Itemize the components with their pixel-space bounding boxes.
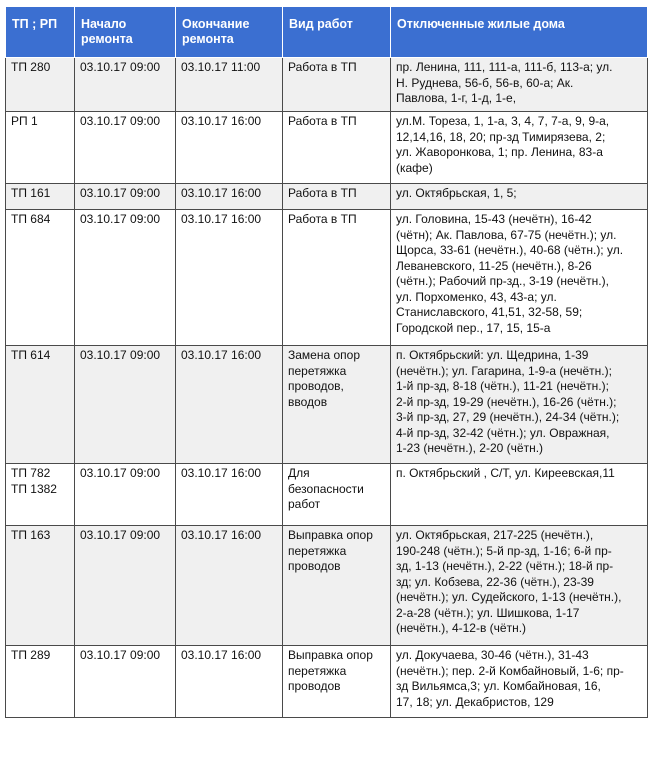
cell-affected-houses: ул. Докучаева, 30-46 (чётн.), 31-43 (нечётн.); пер. 2-й Комбайновый, 1-6; пр- зд Вильямса,3; ул. Комбайновая, 16, 17, 18; ул. Декабристов, 129 xyxy=(391,646,648,718)
cell-affected-houses: пр. Ленина, 111, 111-а, 111-б, 113-а; ул. Н. Руднева, 56-б, 56-в, 60-а; Ак. Павлова, 1-г, 1-д, 1-е, xyxy=(391,58,648,112)
cell-work-type: Замена опор перетяжка проводов, вводов xyxy=(283,346,391,464)
outage-schedule xyxy=(5,6,647,718)
header-work: Вид работ xyxy=(283,7,391,58)
cell-end-time: 03.10.17 16:00 xyxy=(176,184,283,210)
cell-substation: ТП 614 xyxy=(6,346,75,464)
header-end: Окончание ремонта xyxy=(176,7,283,58)
cell-work-type: Работа в ТП xyxy=(283,112,391,184)
table-row xyxy=(6,646,648,718)
cell-affected-houses: ул. Октябрьская, 217-225 (нечётн.), 190-248 (чётн.); 5-й пр-зд, 1-16; 6-й пр- зд, 1-13 (нечётн.), 2-22 (чётн.); 18-й пр- зд; ул. Кобзева, 22-36 (чётн.), 23-39 (нечётн.); ул. Судейского, 1-13 (нечётн.), 2-а-28 (чётн.); ул. Шишкова, 1-17 (нечётн.), 4-12-в (чётн.) xyxy=(391,526,648,646)
cell-work-type: Выправка опор перетяжка проводов xyxy=(283,526,391,646)
cell-work-type: Работа в ТП xyxy=(283,184,391,210)
cell-affected-houses: ул. Головина, 15-43 (нечётн), 16-42 (чётн); Ак. Павлова, 67-75 (нечётн.); ул. Щорса, 33-61 (нечётн.), 40-68 (чётн.); ул. Леваневского, 11-25 (нечётн.), 8-26 (чётн.); Рабочий пр-зд., 3-19 (нечётн.), ул. Порхоменко, 43, 43-а; ул. Станиславского, 41,51, 32-58, 59; Городской пер., 17, 15, 15-а xyxy=(391,210,648,346)
header-start: Начало ремонта xyxy=(75,7,176,58)
cell-substation: РП 1 xyxy=(6,112,75,184)
cell-end-time: 03.10.17 16:00 xyxy=(176,210,283,346)
cell-start-time: 03.10.17 09:00 xyxy=(75,58,176,112)
table-row xyxy=(6,184,648,210)
cell-end-time: 03.10.17 16:00 xyxy=(176,346,283,464)
header-row xyxy=(6,7,648,58)
table-row xyxy=(6,464,648,526)
cell-affected-houses: п. Октябрьский , С/Т, ул. Киреевская,11 xyxy=(391,464,648,526)
header-houses: Отключенные жилые дома xyxy=(391,7,648,58)
table-row xyxy=(6,346,648,464)
outage-table xyxy=(5,6,648,718)
cell-substation: ТП 782 ТП 1382 xyxy=(6,464,75,526)
cell-start-time: 03.10.17 09:00 xyxy=(75,646,176,718)
cell-substation: ТП 163 xyxy=(6,526,75,646)
table-row xyxy=(6,112,648,184)
cell-start-time: 03.10.17 09:00 xyxy=(75,526,176,646)
cell-affected-houses: ул. Октябрьская, 1, 5; xyxy=(391,184,648,210)
cell-work-type: Для безопасности работ xyxy=(283,464,391,526)
cell-start-time: 03.10.17 09:00 xyxy=(75,210,176,346)
cell-start-time: 03.10.17 09:00 xyxy=(75,112,176,184)
cell-start-time: 03.10.17 09:00 xyxy=(75,346,176,464)
table-body xyxy=(6,58,648,718)
cell-substation: ТП 684 xyxy=(6,210,75,346)
cell-end-time: 03.10.17 16:00 xyxy=(176,112,283,184)
cell-end-time: 03.10.17 16:00 xyxy=(176,646,283,718)
cell-start-time: 03.10.17 09:00 xyxy=(75,464,176,526)
cell-affected-houses: ул.М. Тореза, 1, 1-а, 3, 4, 7, 7-а, 9, 9-а, 12,14,16, 18, 20; пр-зд Тимирязева, 2; ул. Жаворонкова, 1; пр. Ленина, 83-а (кафе) xyxy=(391,112,648,184)
cell-work-type: Работа в ТП xyxy=(283,58,391,112)
header-tp: ТП ; РП xyxy=(6,7,75,58)
cell-work-type: Выправка опор перетяжка проводов xyxy=(283,646,391,718)
cell-end-time: 03.10.17 16:00 xyxy=(176,526,283,646)
cell-substation: ТП 289 xyxy=(6,646,75,718)
cell-end-time: 03.10.17 16:00 xyxy=(176,464,283,526)
cell-substation: ТП 161 xyxy=(6,184,75,210)
cell-work-type: Работа в ТП xyxy=(283,210,391,346)
cell-start-time: 03.10.17 09:00 xyxy=(75,184,176,210)
cell-substation: ТП 280 xyxy=(6,58,75,112)
table-row xyxy=(6,526,648,646)
cell-end-time: 03.10.17 11:00 xyxy=(176,58,283,112)
table-row xyxy=(6,58,648,112)
table-header xyxy=(6,7,648,58)
table-row xyxy=(6,210,648,346)
cell-affected-houses: п. Октябрьский: ул. Щедрина, 1-39 (нечётн.); ул. Гагарина, 1-9-а (нечётн.); 1-й пр-зд, 8-18 (чётн.), 11-21 (нечётн.); 2-й пр-зд, 19-29 (нечётн.), 16-26 (чётн.); 3-й пр-зд, 27, 29 (нечётн.), 24-34 (чётн.); 4-й пр-зд, 32-42 (чётн.); ул. Овражная, 1-23 (нечётн.), 2-20 (чётн.) xyxy=(391,346,648,464)
